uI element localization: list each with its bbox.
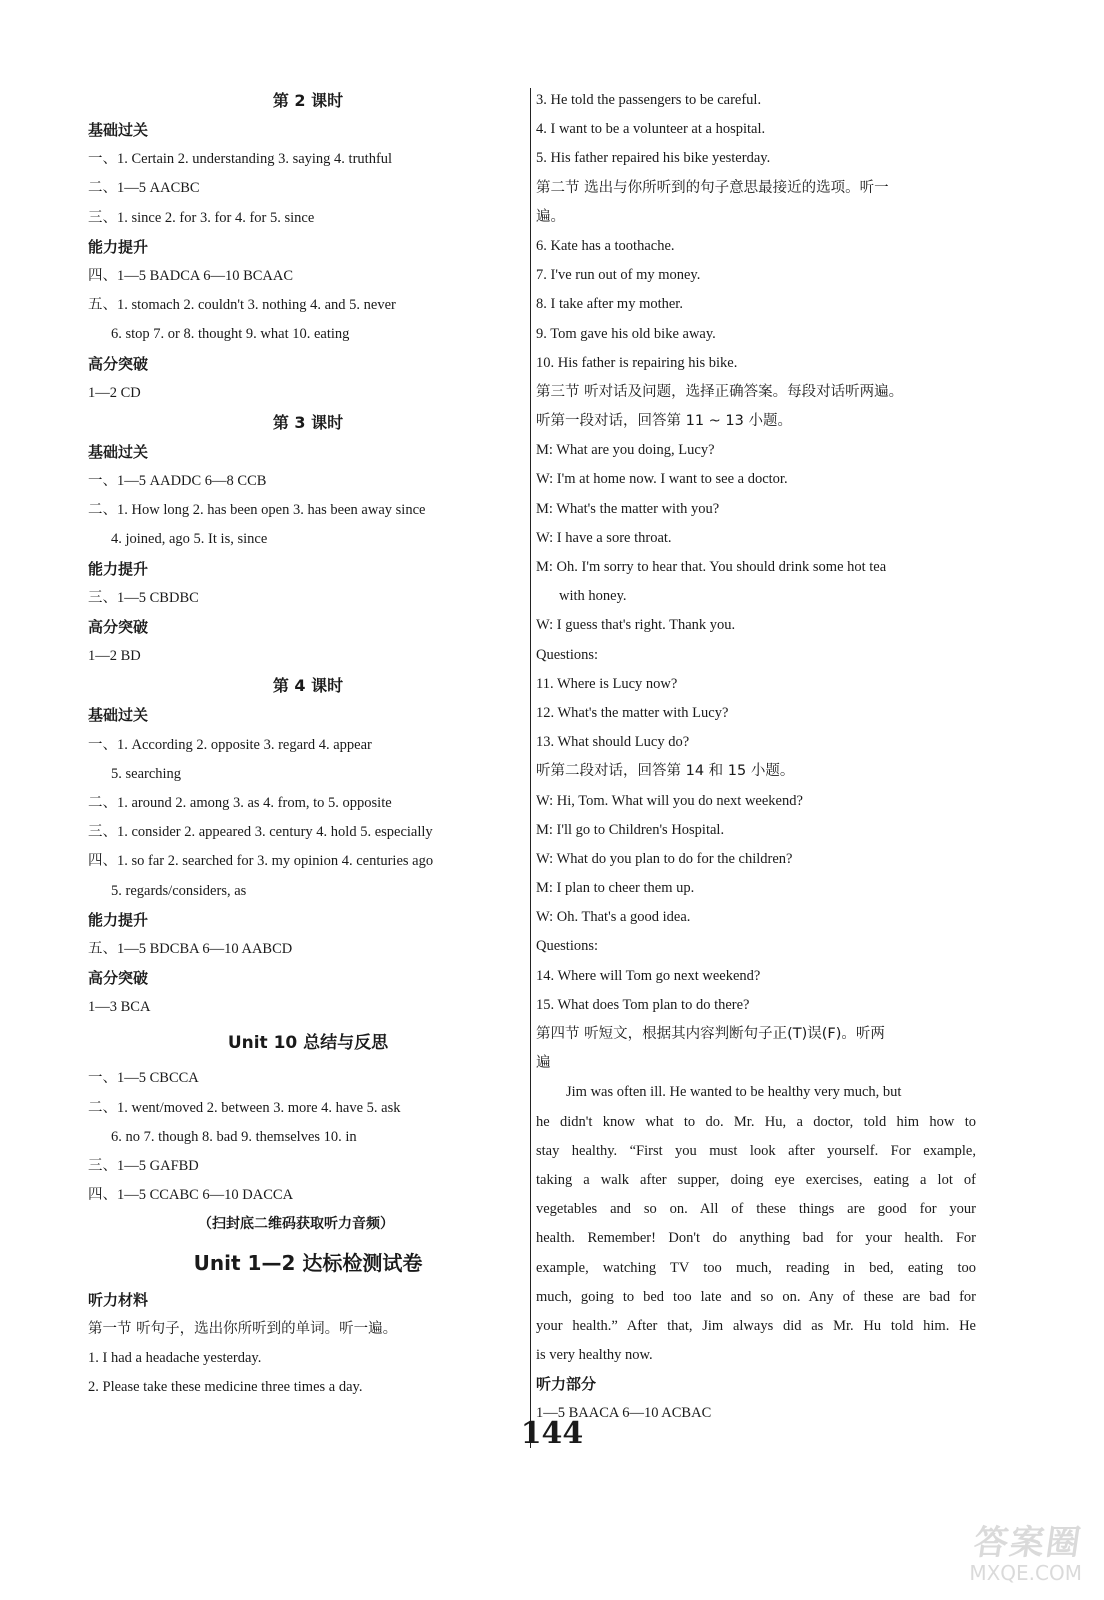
text-line: 一、1. According 2. opposite 3. regard 4. appear [88, 736, 372, 753]
text-line: 13. What should Lucy do? [536, 734, 690, 751]
page-number: 144 [520, 1416, 584, 1451]
subsection-heading: 能力提升 [88, 910, 149, 929]
text-line: 4. joined, ago 5. It is, since [111, 531, 268, 548]
text-line: stay healthy. “First you must look after yourself. For example, [536, 1142, 976, 1159]
subsection-heading: 听力材料 [88, 1290, 149, 1309]
text-line: he didn't know what to do. Mr. Hu, a doctor, told him how to [536, 1113, 976, 1130]
text-line: health. Remember! Don't do anything bad for your health. For [536, 1230, 976, 1247]
text-line: 1. I had a headache yesterday. [88, 1349, 262, 1366]
text-line: your health.” After that, Jim always did as Mr. Hu told him. He [536, 1317, 976, 1334]
text-line: 二、1. went/moved 2. between 3. more 4. have 5. ask [88, 1099, 401, 1116]
note-text: （扫封底二维码获取听力音频） [198, 1216, 394, 1233]
text-line: example, watching TV too much, reading in bed, eating too [536, 1259, 976, 1276]
text-line: 第二节 选出与你所听到的句子意思最接近的选项。听一 [536, 179, 889, 196]
text-line: 四、1. so far 2. searched for 3. my opinion 4. centuries ago [88, 853, 434, 870]
subsection-heading: 能力提升 [88, 237, 149, 256]
subsection-heading: 高分突破 [88, 354, 149, 373]
text-line: 2. Please take these medicine three times a day. [88, 1379, 363, 1396]
text-line: 二、1. around 2. among 3. as 4. from, to 5. opposite [88, 794, 392, 811]
text-line: Questions: [536, 646, 599, 663]
subsection-heading: 基础过关 [88, 121, 149, 139]
text-line: 14. Where will Tom go next weekend? [536, 967, 761, 984]
text-line: 8. I take after my mother. [536, 296, 683, 313]
text-line: 1—3 BCA [88, 999, 151, 1016]
watermark-logo-text: 答案圈 [971, 1523, 1085, 1563]
text-line: M: What are you doing, Lucy? [536, 442, 715, 459]
text-line: 1—2 CD [88, 384, 141, 401]
text-line: 第四节 听短文，根据其内容判断句子正(T)误(F)。听两 [536, 1026, 885, 1042]
text-line: M: I plan to cheer them up. [536, 880, 695, 897]
text-line: 6. stop 7. or 8. thought 9. what 10. eating [111, 326, 350, 343]
text-line: 4. I want to be a volunteer at a hospital. [536, 121, 766, 138]
text-line: W: I'm at home now. I want to see a doctor. [536, 471, 788, 488]
test-heading: Unit 1—2 达标检测试卷 [193, 1250, 423, 1275]
text-line: much, going to bed too late and so on. Any of these are bad for [536, 1288, 976, 1305]
subsection-heading: 基础过关 [88, 706, 149, 725]
text-line: 12. What's the matter with Lucy? [536, 704, 729, 721]
text-line: 9. Tom gave his old bike away. [536, 325, 716, 342]
text-line: W: Hi, Tom. What will you do next weekend? [536, 792, 803, 809]
text-line: W: Oh. That's a good idea. [536, 909, 691, 926]
text-line: Questions: [536, 938, 599, 955]
subsection-heading: 高分突破 [88, 969, 149, 988]
text-line: 7. I've run out of my money. [536, 267, 701, 284]
section-heading: 第 4 课时 [272, 676, 344, 696]
text-line: 三、1. consider 2. appeared 3. century 4. hold 5. especially [88, 824, 433, 841]
text-line: 1—5 BAACA 6—10 ACBAC [536, 1405, 712, 1422]
text-line: 5. searching [111, 765, 182, 782]
text-line: 四、1—5 BADCA 6—10 BCAAC [88, 267, 294, 284]
text-line: 一、1. Certain 2. understanding 3. saying 4. truthful [88, 151, 393, 168]
column-divider [530, 88, 531, 1448]
text-line: 四、1—5 CCABC 6—10 DACCA [88, 1187, 294, 1204]
subsection-heading: 听力部分 [536, 1375, 597, 1394]
text-line: 5. His father repaired his bike yesterday. [536, 150, 771, 167]
text-line: 五、1—5 BDCBA 6—10 AABCD [88, 940, 293, 957]
text-line: 15. What does Tom plan to do there? [536, 996, 750, 1013]
text-line: Jim was often ill. He wanted to be healthy very much, but [566, 1084, 902, 1101]
text-line: 6. Kate has a toothache. [536, 237, 675, 254]
text-line: is very healthy now. [536, 1347, 653, 1364]
subsection-heading: 能力提升 [88, 559, 149, 578]
text-line: taking a walk after supper, doing eye exercises, eating a lot of [536, 1171, 976, 1188]
text-line: M: Oh. I'm sorry to hear that. You should drink some hot tea [536, 559, 887, 575]
text-line: vegetables and so on. All of these things are good for your [536, 1201, 976, 1218]
text-line: M: What's the matter with you? [536, 500, 720, 517]
text-line: W: I have a sore throat. [536, 529, 672, 546]
text-line: 一、1—5 CBCCA [88, 1070, 199, 1087]
text-line: 听第二段对话，回答第 14 和 15 小题。 [536, 763, 795, 780]
text-line: with honey. [559, 588, 627, 605]
text-line: 遍。 [536, 208, 565, 225]
left-column [88, 86, 528, 1402]
text-line: 五、1. stomach 2. couldn't 3. nothing 4. and 5. never [88, 297, 396, 314]
text-line: W: What do you plan to do for the children? [536, 850, 793, 867]
text-line: 一、1—5 AADDC 6—8 CCB [88, 473, 267, 490]
text-line: 10. His father is repairing his bike. [536, 354, 738, 371]
text-line: 三、1—5 GAFBD [88, 1158, 199, 1174]
text-line: 听第一段对话，回答第 11 ~ 13 小题。 [536, 413, 792, 430]
text-line: 第一节 听句子，选出你所听到的单词。听一遍。 [88, 1320, 398, 1337]
text-line: 1—2 BD [88, 648, 141, 665]
text-line: 三、1. since 2. for 3. for 4. for 5. since [88, 209, 315, 226]
text-line: W: I guess that's right. Thank you. [536, 617, 736, 634]
text-line: 三、1—5 CBDBC [88, 589, 199, 606]
text-line: 二、1. How long 2. has been open 3. has been away since [88, 502, 426, 519]
text-line: 3. He told the passengers to be careful. [536, 92, 762, 108]
text-line: 5. regards/considers, as [111, 882, 247, 899]
text-line: M: I'll go to Children's Hospital. [536, 821, 725, 838]
subsection-heading: 高分突破 [88, 618, 149, 636]
text-line: 二、1—5 AACBC [88, 180, 200, 197]
text-line: 遍 [536, 1055, 551, 1072]
subsection-heading: 基础过关 [88, 442, 149, 461]
text-line: 第三节 听对话及问题，选择正确答案。每段对话听两遍。 [536, 383, 904, 400]
unit-heading: Unit 10 总结与反思 [227, 1033, 389, 1054]
section-heading: 第 3 课时 [272, 412, 344, 432]
watermark-url: MXQE.COM [969, 1561, 1082, 1585]
right-column [536, 86, 976, 1429]
watermark-logo [932, 1523, 1085, 1586]
text-line: 11. Where is Lucy now? [536, 675, 678, 692]
section-heading: 第 2 课时 [272, 91, 344, 110]
text-line: 6. no 7. though 8. bad 9. themselves 10. in [111, 1128, 357, 1145]
